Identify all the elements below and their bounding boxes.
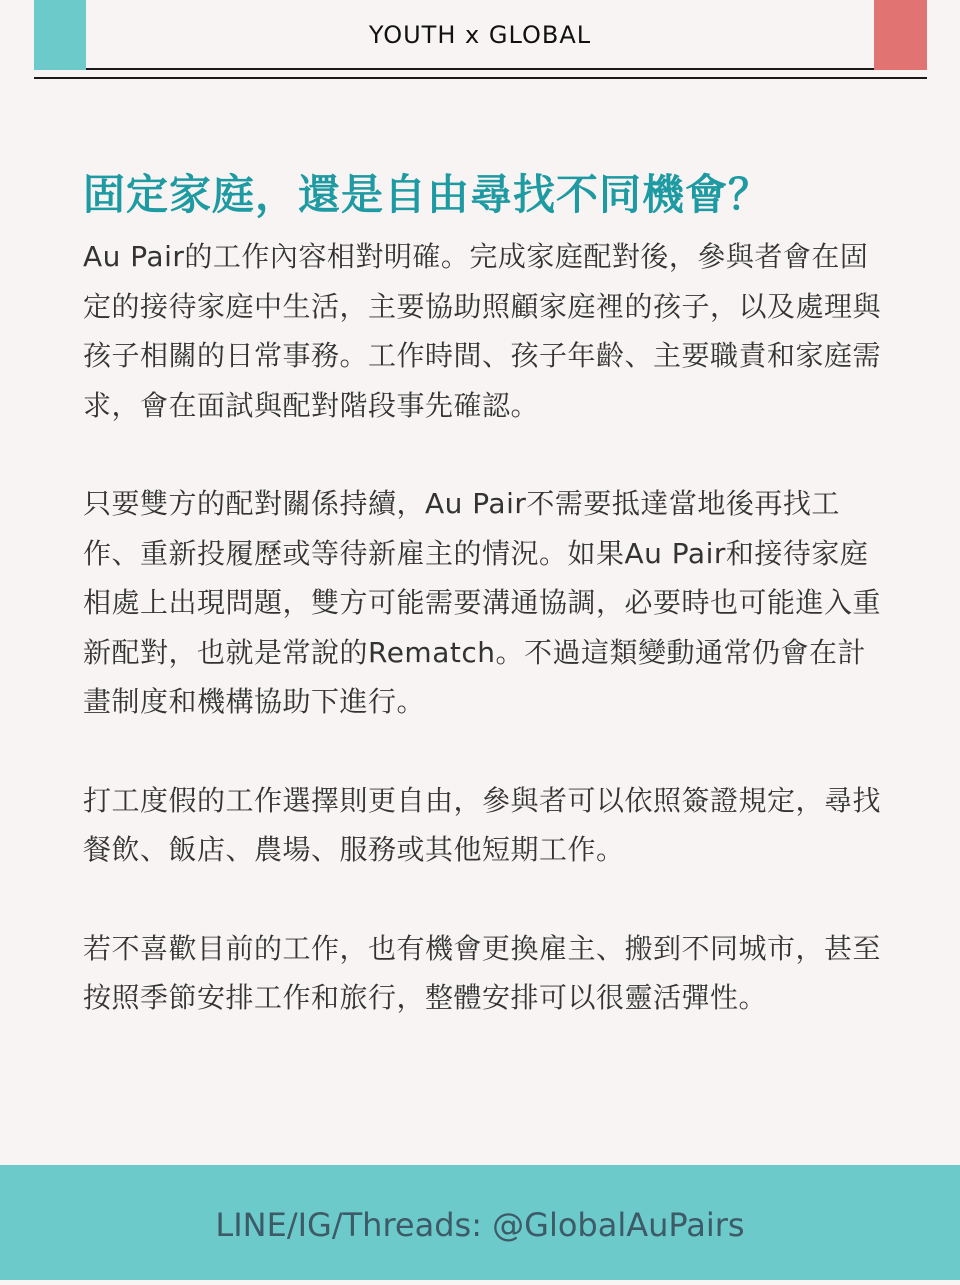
footer-banner bbox=[0, 1165, 960, 1280]
paragraph-au-pair-duties: Au Pair的工作內容相對明確。完成家庭配對後，參與者會在固定的接待家庭中生活，主要協助照顧家庭裡的孩子，以及處理與孩子相關的日常事務。工作時間、孩子年齡、主要職責和家庭需求，會在面試與配對階段事先確認。 bbox=[83, 240, 882, 422]
header-divider-bottom bbox=[34, 77, 927, 79]
teal-accent-block bbox=[34, 0, 86, 70]
article-body bbox=[83, 164, 883, 1023]
brand-title: YOUTH x GLOBAL bbox=[368, 21, 592, 49]
paragraph-working-holiday: 打工度假的工作選擇則更自由，參與者可以依照簽證規定，尋找餐飲、飯店、農場、服務或其他短期工作。 bbox=[83, 783, 882, 866]
red-accent-block bbox=[874, 0, 927, 70]
social-handle: LINE/IG/Threads: @GlobalAuPairs bbox=[215, 1206, 745, 1244]
page-header bbox=[0, 0, 960, 80]
header-divider-top bbox=[86, 68, 874, 70]
article-heading: 固定家庭，還是自由尋找不同機會？ bbox=[83, 170, 772, 219]
paragraph-rematch: 只要雙方的配對關係持續，Au Pair不需要抵達當地後再找工作、重新投履歷或等待新雇主的情況。如果Au Pair和接待家庭相處上出現問題，雙方可能需要溝通協調，必要時也可能進入重新配對，也就是常說的Rematch。不過這類變動通常仍會在計畫制度和機構協助下進行。 bbox=[83, 487, 882, 718]
paragraph-flexibility: 若不喜歡目前的工作，也有機會更換雇主、搬到不同城市，甚至按照季節安排工作和旅行，整體安排可以很靈活彈性。 bbox=[83, 931, 882, 1014]
